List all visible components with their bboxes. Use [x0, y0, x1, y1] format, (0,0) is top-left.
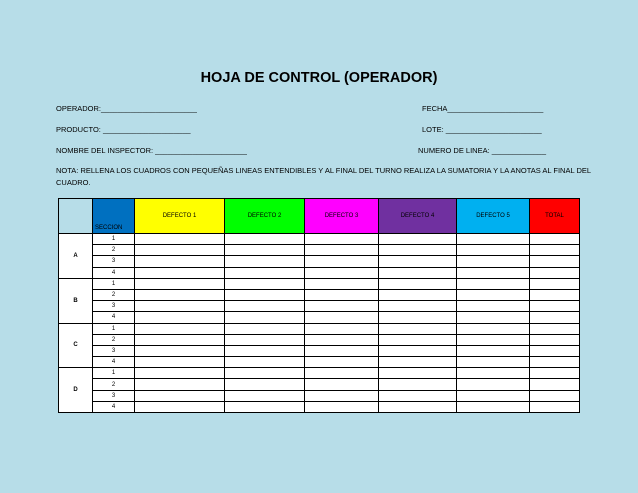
tally-cell[interactable]: [379, 245, 457, 256]
instructions-note: NOTA: RELLENA LOS CUADROS CON PEQUEÑAS LINEAS ENTENDIBLES Y AL FINAL DEL TURNO REALIZA LA SUMATORIA Y LA ANOTAS AL FINAL DEL CUADRO.: [56, 166, 591, 187]
header-row: [59, 199, 580, 234]
tally-cell[interactable]: [379, 312, 457, 323]
tally-cell[interactable]: [379, 256, 457, 267]
table-row: [59, 334, 580, 345]
tally-cell[interactable]: [457, 312, 530, 323]
tally-cell[interactable]: [135, 368, 225, 379]
section-label-c: C: [59, 323, 93, 368]
tally-cell[interactable]: [457, 379, 530, 390]
tally-cell[interactable]: [530, 256, 580, 267]
tally-cell[interactable]: [305, 401, 379, 412]
defecto-1-header: DEFECTO 1: [135, 199, 225, 234]
row-number: 4: [93, 312, 135, 323]
row-number: 1: [93, 368, 135, 379]
corner-cell: [59, 199, 93, 234]
tally-cell[interactable]: [225, 256, 305, 267]
table-row: [59, 312, 580, 323]
tally-cell[interactable]: [135, 357, 225, 368]
tally-cell[interactable]: [305, 234, 379, 245]
tally-cell[interactable]: [457, 245, 530, 256]
table-row: [59, 245, 580, 256]
tally-cell[interactable]: [225, 401, 305, 412]
tally-cell[interactable]: [225, 301, 305, 312]
tally-cell[interactable]: [135, 323, 225, 334]
tally-cell[interactable]: [457, 301, 530, 312]
tally-cell[interactable]: [135, 345, 225, 356]
tally-cell[interactable]: [225, 323, 305, 334]
table-row: [59, 390, 580, 401]
tally-cell[interactable]: [305, 278, 379, 289]
tally-cell[interactable]: [457, 390, 530, 401]
table-row: [59, 301, 580, 312]
tally-cell[interactable]: [457, 323, 530, 334]
tally-cell[interactable]: [530, 312, 580, 323]
tally-cell[interactable]: [530, 301, 580, 312]
tally-cell[interactable]: [379, 345, 457, 356]
fecha-field: FECHA_______________________: [422, 104, 544, 113]
linea-field: NUMERO DE LINEA: _____________: [418, 146, 546, 155]
tally-cell[interactable]: [457, 401, 530, 412]
table-row: [59, 368, 580, 379]
tally-cell[interactable]: [225, 345, 305, 356]
tally-cell[interactable]: [530, 357, 580, 368]
tally-cell[interactable]: [457, 234, 530, 245]
tally-cell[interactable]: [135, 278, 225, 289]
tally-cell[interactable]: [379, 323, 457, 334]
tally-cell[interactable]: [135, 390, 225, 401]
row-number: 2: [93, 289, 135, 300]
tally-cell[interactable]: [305, 379, 379, 390]
tally-cell[interactable]: [530, 334, 580, 345]
tally-cell[interactable]: [305, 390, 379, 401]
tally-cell[interactable]: [305, 256, 379, 267]
tally-cell[interactable]: [225, 379, 305, 390]
tally-cell[interactable]: [530, 345, 580, 356]
section-label-a: A: [59, 234, 93, 279]
seccion-label: SECCION: [95, 225, 123, 231]
tally-cell[interactable]: [530, 379, 580, 390]
tally-cell[interactable]: [379, 368, 457, 379]
tally-cell[interactable]: [305, 245, 379, 256]
section-label-d: D: [59, 368, 93, 413]
tally-cell[interactable]: [379, 267, 457, 278]
tally-cell[interactable]: [225, 289, 305, 300]
table-row: [59, 357, 580, 368]
tally-cell[interactable]: [135, 267, 225, 278]
tally-cell[interactable]: [457, 278, 530, 289]
tally-cell[interactable]: [379, 390, 457, 401]
tally-cell[interactable]: [379, 357, 457, 368]
table-row: [59, 234, 580, 245]
table-row: [59, 323, 580, 334]
table-row: [59, 345, 580, 356]
tally-cell[interactable]: [457, 357, 530, 368]
tally-cell[interactable]: [379, 301, 457, 312]
tally-cell[interactable]: [530, 245, 580, 256]
tally-cell[interactable]: [225, 267, 305, 278]
tally-cell[interactable]: [457, 345, 530, 356]
row-number: 1: [93, 278, 135, 289]
defecto-3-header: DEFECTO 3: [305, 199, 379, 234]
defecto-5-header: DEFECTO 5: [457, 199, 530, 234]
tally-cell[interactable]: [457, 267, 530, 278]
row-number: 1: [93, 323, 135, 334]
tally-cell[interactable]: [530, 278, 580, 289]
row-number: 3: [93, 345, 135, 356]
producto-field: PRODUCTO: _____________________: [56, 125, 191, 134]
total-header: TOTAL: [530, 199, 580, 234]
tally-cell[interactable]: [379, 234, 457, 245]
tally-cell[interactable]: [530, 323, 580, 334]
tally-cell[interactable]: [530, 267, 580, 278]
tally-cell[interactable]: [305, 357, 379, 368]
tally-cell[interactable]: [135, 256, 225, 267]
inspector-field: NOMBRE DEL INSPECTOR: ______________________: [56, 146, 247, 155]
tally-cell[interactable]: [225, 312, 305, 323]
tally-cell[interactable]: [530, 390, 580, 401]
lote-field: LOTE: _______________________: [422, 125, 542, 134]
tally-cell[interactable]: [225, 368, 305, 379]
tally-cell[interactable]: [225, 390, 305, 401]
tally-cell[interactable]: [379, 379, 457, 390]
row-number: 1: [93, 234, 135, 245]
table-row: [59, 267, 580, 278]
tally-cell[interactable]: [530, 368, 580, 379]
table-row: [59, 401, 580, 412]
tally-cell[interactable]: [305, 289, 379, 300]
defect-table: [58, 198, 580, 413]
section-label-b: B: [59, 278, 93, 323]
tally-cell[interactable]: [135, 379, 225, 390]
defecto-2-header: DEFECTO 2: [225, 199, 305, 234]
row-number: 2: [93, 379, 135, 390]
row-number: 2: [93, 334, 135, 345]
tally-cell[interactable]: [305, 267, 379, 278]
table-row: [59, 379, 580, 390]
tally-cell[interactable]: [225, 334, 305, 345]
tally-cell[interactable]: [457, 368, 530, 379]
tally-cell[interactable]: [135, 301, 225, 312]
row-number: 4: [93, 401, 135, 412]
tally-cell[interactable]: [305, 334, 379, 345]
tally-cell[interactable]: [135, 401, 225, 412]
tally-cell[interactable]: [135, 312, 225, 323]
table-row: [59, 289, 580, 300]
operador-field: OPERADOR:_______________________: [56, 104, 197, 113]
tally-cell[interactable]: [135, 245, 225, 256]
page-title: HOJA DE CONTROL (OPERADOR): [200, 70, 438, 86]
tally-cell[interactable]: [305, 345, 379, 356]
table-row: [59, 278, 580, 289]
defecto-4-header: DEFECTO 4: [379, 199, 457, 234]
tally-cell[interactable]: [379, 334, 457, 345]
tally-cell[interactable]: [305, 301, 379, 312]
tally-cell[interactable]: [305, 312, 379, 323]
tally-cell[interactable]: [530, 289, 580, 300]
row-number: 4: [93, 357, 135, 368]
row-number: 3: [93, 301, 135, 312]
tally-cell[interactable]: [305, 323, 379, 334]
row-number: 3: [93, 256, 135, 267]
tally-cell[interactable]: [379, 278, 457, 289]
tally-cell[interactable]: [135, 234, 225, 245]
row-number: 2: [93, 245, 135, 256]
tally-cell[interactable]: [225, 357, 305, 368]
tally-cell[interactable]: [225, 278, 305, 289]
tally-cell[interactable]: [530, 234, 580, 245]
row-number: 3: [93, 390, 135, 401]
tally-cell[interactable]: [135, 289, 225, 300]
tally-cell[interactable]: [379, 401, 457, 412]
table-row: [59, 256, 580, 267]
tally-cell[interactable]: [530, 401, 580, 412]
tally-cell[interactable]: [225, 234, 305, 245]
tally-cell[interactable]: [457, 256, 530, 267]
tally-cell[interactable]: [457, 334, 530, 345]
tally-cell[interactable]: [379, 289, 457, 300]
seccion-header: [93, 199, 135, 234]
tally-cell[interactable]: [135, 334, 225, 345]
tally-cell[interactable]: [225, 245, 305, 256]
tally-cell[interactable]: [305, 368, 379, 379]
tally-cell[interactable]: [457, 289, 530, 300]
row-number: 4: [93, 267, 135, 278]
